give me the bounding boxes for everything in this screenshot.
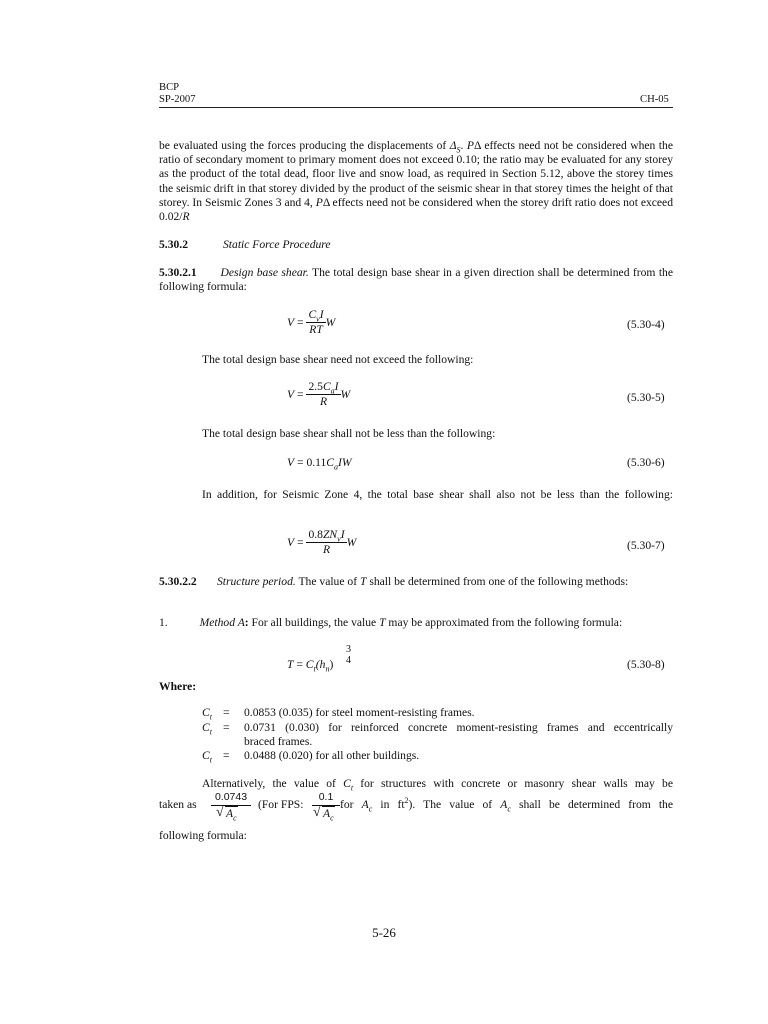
method-title: Method A	[199, 616, 245, 629]
where-equals: =	[223, 749, 230, 762]
header-rule	[159, 107, 673, 108]
symbol-p: P	[466, 139, 475, 152]
section-number: 5.30.2.2	[159, 575, 197, 588]
frac-numerator	[306, 380, 340, 395]
symbol: C	[202, 706, 210, 719]
eq-lhs: V	[287, 536, 295, 550]
where-symbol	[202, 706, 212, 720]
alt-fraction-2-numerator: 0.1	[318, 791, 334, 803]
symbol: I	[340, 528, 345, 541]
text: be evaluated using the forces producing the displacements of	[159, 139, 450, 152]
equation-label: (5.30-8)	[627, 658, 665, 671]
number: 0.11	[306, 456, 327, 469]
alt-fraction-1-denominator	[216, 807, 238, 821]
text: may be approximated from the following formula:	[385, 616, 623, 629]
symbol: I	[334, 380, 339, 393]
equation-label: (5.30-5)	[627, 391, 665, 404]
paragraph-text: The total design base shear need not exceed the following:	[202, 353, 474, 366]
alt-continuation	[340, 798, 673, 812]
symbol: C	[326, 456, 335, 469]
symbol-t: T	[359, 575, 367, 588]
symbol-subscript: t	[313, 664, 316, 674]
number: 0.8	[308, 528, 323, 541]
text: The total design base shear in a given direction shall be determined from the following formula:	[159, 266, 673, 294]
header-doc-code: BCP	[159, 82, 180, 93]
equation-5-30-7	[287, 529, 356, 558]
symbol-subscript: v	[316, 314, 320, 324]
paren: )	[329, 658, 334, 671]
symbol: ZN	[322, 528, 338, 541]
symbol-delta: Δ	[474, 139, 481, 152]
paragraph-structure-period	[159, 575, 673, 589]
exponent-denominator: 4	[346, 655, 351, 666]
alt-taken-as: taken as	[159, 798, 197, 811]
alt-fraction-1-numerator: 0.0743	[214, 791, 248, 803]
frac-denominator: R	[322, 543, 331, 556]
symbol-r: R	[182, 210, 190, 224]
section-title: Design base shear.	[220, 266, 309, 279]
symbol-subscript: a	[334, 462, 339, 472]
symbol: (h	[315, 658, 326, 671]
symbol-subscript: c	[233, 813, 237, 823]
where-symbol	[202, 749, 212, 763]
paragraph-design-base-shear	[159, 266, 673, 294]
text: effects need not be considered when the storey drift ratio does not exceed 0.02/	[159, 195, 673, 224]
sqrt-icon	[313, 807, 335, 821]
section-title: Static Force Procedure	[223, 238, 331, 251]
eq-sign: =	[293, 658, 306, 671]
text: For all buildings, the value	[248, 616, 380, 629]
symbol-p: P	[315, 195, 323, 209]
symbol: C	[322, 380, 331, 393]
text: for structures with concrete or masonry shear walls may be	[353, 777, 673, 790]
symbol-subscript: c	[330, 813, 334, 823]
exponent-numerator: 3	[346, 644, 351, 655]
symbol-subscript: n	[325, 664, 330, 674]
symbol: A	[323, 807, 331, 820]
equation-5-30-6	[287, 456, 352, 470]
header-chapter: CH-05	[640, 94, 669, 105]
text: Alternatively, the value of	[202, 777, 344, 790]
symbol: A	[500, 798, 508, 811]
list-number: 1.	[159, 616, 168, 629]
symbol-subscript: c	[507, 804, 511, 814]
symbol-subscript: t	[209, 755, 212, 765]
eq-lhs: V	[287, 456, 295, 469]
where-equals: =	[223, 721, 230, 734]
eq-sign: =	[294, 536, 307, 550]
alt-fraction-2-denominator	[313, 807, 335, 821]
eq-sign: =	[294, 388, 307, 402]
symbol-t: T	[379, 616, 386, 629]
symbol: W	[340, 388, 351, 402]
eq-lhs: V	[287, 316, 295, 330]
number: 2.5	[308, 380, 323, 393]
equation-5-30-8	[287, 658, 333, 672]
symbol-subscript: t	[209, 727, 212, 737]
where-definition: 0.0488 (0.020) for all other buildings.	[244, 749, 420, 762]
symbol-subscript: S	[456, 145, 461, 155]
eq-lhs: T	[287, 658, 294, 671]
frac-denominator: R	[319, 395, 328, 408]
text: effects need not be considered when the ratio of secondary moment to primary moment does not exceed 0.10; the ratio may be evaluated for any storey as the product of the total dead, floor live and snow load, as required in Section 5.12, above the storey times the seismic drift in that storey divided by the product of the seismic shear in that storey times the height of that storey. In Seismic Zones 3 and 4,	[159, 139, 673, 209]
paragraph-text: In addition, for Seismic Zone 4, the total base shear shall also not be less than the following:	[202, 488, 673, 501]
symbol-delta: Δ	[449, 139, 457, 152]
paragraph-method-a	[159, 616, 673, 630]
text: ). The value of	[408, 798, 501, 811]
symbol: A	[361, 798, 369, 811]
eq-sign: =	[294, 456, 307, 469]
paragraph-alternative	[202, 777, 673, 791]
symbol: C	[343, 777, 351, 790]
page-number: 5-26	[372, 925, 396, 940]
symbol-subscript: c	[368, 804, 373, 814]
where-equals: =	[223, 706, 230, 719]
alt-fps-label: (For FPS:	[258, 798, 304, 811]
symbol-subscript: t	[209, 712, 212, 722]
alt-last-line: following formula:	[159, 829, 247, 842]
frac-numerator	[306, 308, 325, 323]
equation-5-30-4	[287, 309, 335, 338]
symbol-delta: Δ	[322, 195, 330, 209]
equation-label: (5.30-7)	[627, 539, 665, 552]
eq-fraction	[306, 308, 325, 337]
symbol: C	[305, 658, 314, 671]
punctuation: :	[244, 616, 249, 629]
eq-lhs: V	[287, 388, 295, 402]
equation-label: (5.30-6)	[627, 456, 665, 469]
symbol: A	[226, 807, 234, 820]
text: The value of	[295, 575, 360, 588]
paragraph-text: The total design base shear shall not be less than the following:	[202, 427, 496, 440]
symbol-subscript: a	[330, 386, 335, 396]
where-definition: 0.0853 (0.035) for steel moment-resisting frames.	[244, 706, 475, 719]
eq-fraction	[306, 380, 340, 409]
text: in ft	[372, 798, 405, 811]
where-definition-cont: braced frames.	[244, 735, 313, 748]
section-title: Structure period.	[216, 575, 296, 588]
symbol: W	[346, 536, 357, 550]
eq-fraction	[306, 528, 346, 557]
where-label: Where:	[159, 680, 197, 693]
symbol: C	[202, 721, 210, 734]
section-number: 5.30.2	[159, 238, 188, 251]
eq-sign: =	[294, 316, 307, 330]
text: shall be determined from one of the following methods:	[366, 575, 629, 588]
sqrt-icon	[216, 807, 238, 821]
section-number: 5.30.2.1	[159, 266, 197, 279]
equation-5-30-5	[287, 381, 350, 410]
symbol: IW	[338, 456, 352, 469]
symbol: C	[308, 308, 317, 321]
symbol: I	[319, 308, 324, 321]
text: for	[340, 798, 362, 811]
symbol: W	[325, 316, 336, 330]
paragraph-intro: be evaluated using the forces producing the displacements of $\Delta_S$. PΔ effects need not be considered when the ratio of secondary moment to primary moment does not exceed 0.10; the ratio may be evaluated for any storey as the product of the total dead, floor live and snow load, as required in Section 5.12, above the storey times the seismic drift in that storey divided by the product of the seismic shear in that storey times the height of that storey. In Seismic Zones 3 and 4, PΔ effects need not be considered when the storey drift ratio does not exceed 0.02/R	[159, 139, 673, 224]
symbol-subscript: t	[350, 783, 354, 793]
symbol: C	[202, 749, 210, 762]
frac-numerator	[306, 528, 346, 543]
equation-label: (5.30-4)	[627, 318, 665, 331]
where-definition: 0.0731 (0.030) for reinforced concrete moment-resisting frames and eccentrically	[244, 721, 673, 734]
symbol-subscript: v	[337, 534, 341, 544]
superscript: 2	[404, 796, 409, 806]
text: shall be determined from the	[510, 798, 674, 811]
where-symbol	[202, 721, 212, 735]
header-doc-ref: SP-2007	[159, 94, 196, 105]
frac-denominator: RT	[309, 323, 323, 336]
